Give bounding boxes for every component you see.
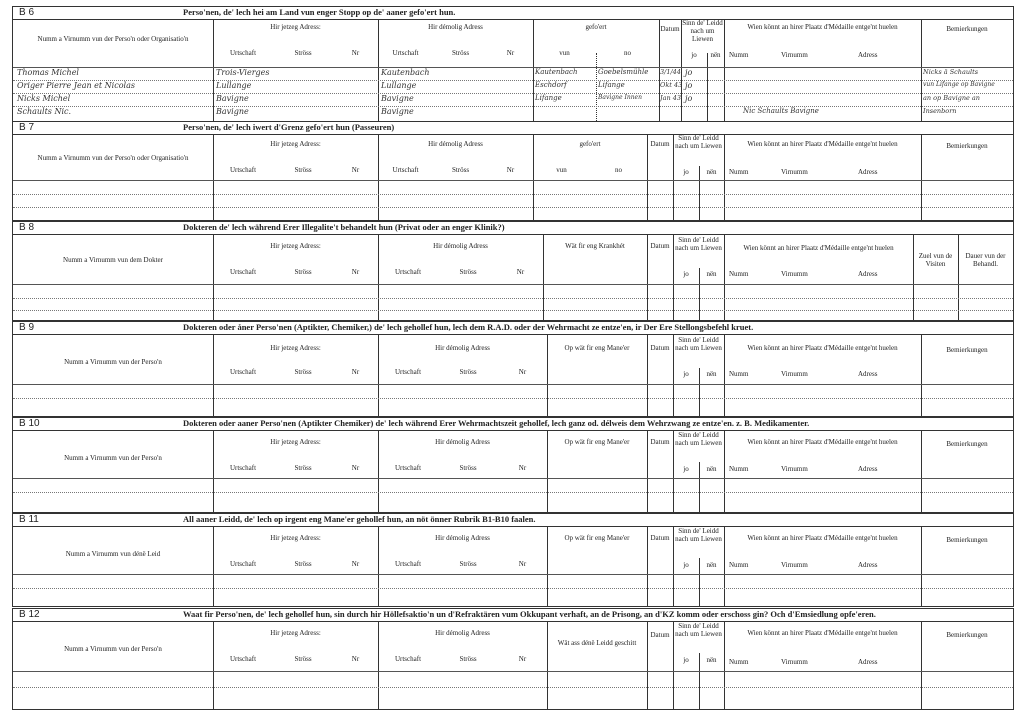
col-name: Numm a Virnumm vun der Perso'n oder Organisatio'n (37, 154, 189, 162)
col-yes: jo (683, 270, 689, 278)
col-nr: Nr (351, 655, 360, 663)
col-current-address: Hir jetzeg Adress: (270, 629, 321, 637)
section-b12 (12, 608, 1014, 710)
col-former-address: Hir démolig Adress (428, 140, 483, 148)
handwritten-from: Eschdorf (535, 81, 567, 89)
col-visits: Zuel vun de Visiten (918, 252, 953, 268)
section-title: Perso'nen, de' lech iwert d'Grenz gefo'ert hun (Passeuren) (183, 122, 395, 132)
section-title: All aaner Leidd, de' lech op irgent eng Mane'er gehollef hun, an nöt önner Rubrik B1-B10 faalen. (183, 514, 536, 524)
col-nr: Nr (351, 560, 360, 568)
col-yes: jo (683, 561, 689, 569)
col-medal: Wien könnt an hirer Plaatz d'Médaille entge'nt huelen (743, 244, 894, 252)
col-nr: Nr (351, 368, 360, 376)
section-b10 (12, 417, 1014, 513)
col-remarks: Bemierkungen (946, 631, 988, 639)
section-b11 (12, 513, 1014, 607)
row-divider (13, 310, 1013, 311)
handwritten-from: Lifange (535, 94, 562, 102)
col-street: Ströss (459, 464, 477, 472)
col-street: Ströss (294, 464, 312, 472)
col-what-happened: Wät ass dénë Leidd geschitt (557, 639, 637, 647)
col-no: nën (706, 168, 717, 176)
col-medal-address: Adress (858, 168, 878, 176)
col-date: Datum (650, 344, 670, 352)
col-town: Urtschaft (229, 464, 257, 472)
col-name: Numm a Virnumm vun dénë Leid (65, 550, 161, 558)
col-remarks: Bemierkungen (946, 536, 988, 544)
col-no: nën (710, 51, 721, 59)
col-medal-name: Numm (729, 658, 749, 666)
col-town: Urtschaft (392, 49, 419, 57)
col-town: Urtschaft (392, 166, 419, 174)
row-divider (13, 207, 1013, 208)
col-date: Datum (660, 25, 680, 33)
column-divider (913, 234, 914, 320)
col-to: no (624, 49, 631, 57)
row-divider (13, 194, 1013, 195)
col-town: Urtschaft (394, 368, 422, 376)
section-title: Dokteren de' lech während Erer Illegalite't behandelt hun (Privat oder an enger Klinik?) (183, 222, 505, 232)
col-medal-name: Numm (729, 168, 749, 176)
handwritten-town: Lullange (216, 81, 252, 90)
col-medal-name: Numm (729, 561, 749, 569)
col-town: Urtschaft (229, 268, 257, 276)
section-b7 (12, 121, 1014, 221)
col-former-address: Hir démolig Adress (428, 23, 483, 31)
col-current-address: Hir jetzeg Adress: (270, 534, 321, 542)
col-street: Ströss (294, 655, 312, 663)
col-medal-firstname: Virnumm (781, 561, 808, 569)
col-date: Datum (650, 242, 670, 250)
col-no: nën (706, 270, 717, 278)
col-current-address: Hir jetzeg Adress: (270, 23, 321, 31)
col-medal-address: Adress (858, 658, 878, 666)
col-medal: Wien könnt an hirer Plaatz d'Médaille entge'nt huelen (747, 534, 898, 542)
col-transported: gefo'ert (579, 140, 601, 148)
col-yes: jo (683, 465, 689, 473)
col-medal: Wien könnt an hirer Plaatz d'Médaille entge'nt huelen (747, 140, 898, 148)
handwritten-to: Goebelsmühle (598, 68, 649, 76)
handwritten-date: 3/1/44 (660, 68, 681, 76)
row-divider (13, 398, 1013, 399)
col-street: Ströss (459, 560, 477, 568)
section-header (13, 322, 1013, 335)
row-divider (13, 588, 1013, 589)
col-medal-firstname: Virnumm (781, 370, 808, 378)
col-street: Ströss (294, 268, 312, 276)
col-current-address: Hir jetzeg Adress: (270, 438, 321, 446)
col-name: Numm a Virnumm vun der Perso'n (64, 454, 162, 462)
handwritten-name: Thomas Michel (17, 68, 79, 77)
col-name: Numm a Virnumm vun der Perso'n (64, 358, 162, 366)
section-code: B 11 (19, 514, 39, 525)
col-to: no (615, 166, 622, 174)
col-date: Datum (650, 534, 670, 542)
handwritten-yes: jo (685, 68, 693, 77)
handwritten-date: Okt 43 (660, 81, 683, 89)
col-street: Ströss (294, 368, 312, 376)
handwritten-remark: an op Bavigne an (923, 94, 980, 102)
col-name: Numm a Virnumm vun dem Dokter (63, 256, 163, 264)
col-from: vun (559, 49, 570, 57)
col-date: Datum (650, 140, 670, 148)
col-nr: Nr (351, 268, 360, 276)
col-town: Urtschaft (394, 268, 422, 276)
col-yes: jo (683, 168, 689, 176)
col-alive: Sinn de' Leidd nach um Liewen (675, 622, 722, 638)
col-nr: Nr (518, 560, 527, 568)
col-nr: Nr (506, 49, 515, 57)
col-no: nën (706, 656, 717, 664)
col-nr: Nr (518, 464, 527, 472)
col-alive: Sinn de' Leidd nach um Liewen (675, 527, 722, 543)
handwritten-name: Nicks Michel (17, 94, 71, 103)
col-medal-firstname: Virnumm (781, 270, 808, 278)
col-former-address: Hir démolig Adress (433, 242, 488, 250)
handwritten-town: Trois-Vierges (216, 68, 270, 77)
col-remarks: Bemierkungen (946, 440, 988, 448)
row-divider (13, 478, 1013, 479)
handwritten-date: Jan 43 (660, 94, 682, 102)
handwritten-remark: Nicks ä Schaults (923, 68, 979, 76)
col-transported: gefo'ert (585, 23, 607, 31)
section-title: Perso'nen, de' lech hei am Land vun enger Stopp op de' aaner gefo'ert hun. (183, 7, 456, 17)
row-divider (13, 384, 1013, 385)
col-current-address: Hir jetzeg Adress: (270, 140, 321, 148)
col-medal: Wien könnt an hirer Plaatz d'Médaille entge'nt huelen (747, 344, 898, 352)
col-town: Urtschaft (394, 560, 422, 568)
col-medal-firstname: Virnumm (781, 168, 808, 176)
col-medal-firstname: Virnumm (781, 51, 808, 59)
section-header (13, 222, 1013, 235)
handwritten-former-town: Bavigne (381, 94, 414, 103)
col-town: Urtschaft (229, 368, 257, 376)
handwritten-to: Bavigne Innen (598, 94, 642, 101)
col-manner: Op wät fir eng Mane'er (564, 438, 630, 446)
col-medal-address: Adress (858, 465, 878, 473)
col-medal-address: Adress (858, 561, 878, 569)
section-code: B 6 (19, 7, 35, 18)
col-medal-firstname: Virnumm (781, 465, 808, 473)
handwritten-town: Bavigne (216, 107, 249, 116)
col-alive: Sinn de' Leidd nach um Liewen (682, 19, 723, 43)
col-medal-name: Numm (729, 465, 749, 473)
handwritten-from: Kautenbach (535, 68, 578, 76)
col-town: Urtschaft (229, 560, 257, 568)
col-nr: Nr (518, 368, 527, 376)
col-town: Urtschaft (229, 49, 257, 57)
col-nr: Nr (506, 166, 515, 174)
col-alive: Sinn de' Leidd nach um Liewen (675, 431, 722, 447)
col-current-address: Hir jetzeg Adress: (270, 242, 321, 250)
section-header (13, 514, 1013, 527)
col-street: Ströss (294, 560, 312, 568)
handwritten-yes: jo (685, 81, 693, 90)
col-medal-address: Adress (858, 270, 878, 278)
handwritten-name: Schaults Nic. (17, 107, 72, 116)
col-yes: jo (683, 370, 689, 378)
handwritten-former-town: Lullange (381, 81, 417, 90)
col-town: Urtschaft (394, 655, 422, 663)
col-medal: Wien könnt an hirer Plaatz d'Médaille entge'nt huelen (747, 629, 898, 637)
col-street: Ströss (451, 166, 470, 174)
row-divider (13, 67, 1013, 68)
row-divider (13, 671, 1013, 672)
section-header (13, 418, 1013, 431)
col-medal-name: Numm (729, 370, 749, 378)
handwritten-medal: Nic Schaults Bavigne (743, 107, 819, 115)
col-street: Ströss (294, 166, 312, 174)
col-medal: Wien könnt an hirer Plaatz d'Médaille entge'nt huelen (747, 438, 898, 446)
col-alive: Sinn de' Leidd nach um Liewen (675, 134, 722, 150)
col-remarks: Bemierkungen (946, 346, 988, 354)
handwritten-former-town: Bavigne (381, 107, 414, 116)
col-date: Datum (650, 438, 670, 446)
col-town: Urtschaft (394, 464, 422, 472)
handwritten-to: Lifange (598, 81, 625, 89)
col-medal-name: Numm (729, 51, 749, 59)
row-divider (13, 80, 1013, 81)
col-alive: Sinn de' Leidd nach um Liewen (675, 236, 722, 252)
col-duration: Dauer vun der Behandl. (965, 252, 1006, 268)
col-medal: Wien könnt an hirer Plaatz d'Médaille entge'nt huelen (747, 23, 898, 31)
section-b8 (12, 221, 1014, 321)
col-remarks: Bemierkungen (946, 142, 988, 150)
section-header (13, 7, 1013, 20)
col-name: Numm a Virnumm vun der Perso'n (64, 645, 162, 653)
column-divider (596, 53, 597, 121)
row-divider (13, 492, 1013, 493)
handwritten-remark: vun Lifange op Bavigne (923, 81, 995, 88)
column-divider (958, 234, 959, 320)
col-manner: Op wät fir eng Mane'er (564, 344, 630, 352)
row-divider (13, 284, 1013, 285)
section-code: B 12 (19, 609, 40, 620)
col-street: Ströss (459, 368, 477, 376)
col-alive: Sinn de' Leidd nach um Liewen (675, 336, 722, 352)
col-no: nën (706, 561, 717, 569)
section-title: Dokteren oder åner Perso'nen (Aptikter, Chemiker,) de' lech gehollef hun, lech dem R.A.D. oder der Wehrmacht ze entze'en, ir Der Ere Stellongsbefehl kruet. (183, 322, 754, 332)
col-street: Ströss (294, 49, 312, 57)
section-title: Dokteren oder aaner Perso'nen (Aptikter Chemiker) de' lech während Erer Wehrmachtszeit gehollef, lech ganz od. délweis dem Wehrzwang ze entze'en. z. B. Medikamenter. (183, 418, 810, 428)
section-code: B 7 (19, 122, 35, 133)
col-illness: Wät fir eng Krankhét (565, 242, 625, 250)
col-current-address: Hir jetzeg Adress: (270, 344, 321, 352)
section-code: B 9 (19, 322, 35, 333)
column-divider (707, 53, 708, 121)
handwritten-name: Origer Pierre Jean et Nicolas (17, 81, 135, 90)
row-divider (13, 574, 1013, 575)
col-no: nën (706, 370, 717, 378)
column-divider (547, 621, 548, 709)
section-header (13, 609, 1013, 622)
row-divider (13, 687, 1013, 688)
col-former-address: Hir démolig Adress (435, 534, 490, 542)
col-no: nën (706, 465, 717, 473)
section-code: B 10 (19, 418, 40, 429)
col-nr: Nr (351, 166, 360, 174)
col-nr: Nr (516, 268, 525, 276)
row-divider (13, 180, 1013, 181)
section-title: Waat fir Perso'nen, de' lech gehollef hun, sin durch hir Höllefsaktio'n un d'Refraktären vum Okkupant verhaft, an de Prisong, an d'KZ komm oder erschoss gin? Och d'Emsiedlung opfe'eren. (183, 609, 876, 619)
col-nr: Nr (351, 464, 360, 472)
col-name: Numm a Virnumm vun der Perso'n oder Organisatio'n (37, 35, 189, 43)
col-medal-address: Adress (858, 51, 878, 59)
section-code: B 8 (19, 222, 35, 233)
col-former-address: Hir démolig Adress (435, 629, 490, 637)
handwritten-former-town: Kautenbach (381, 68, 430, 77)
col-street: Ströss (451, 49, 470, 57)
col-date: Datum (650, 631, 670, 639)
col-street: Ströss (459, 268, 477, 276)
handwritten-yes: jo (685, 94, 693, 103)
col-town: Urtschaft (229, 166, 257, 174)
row-divider (13, 298, 1013, 299)
row-divider (13, 106, 1013, 107)
col-yes: jo (691, 51, 697, 59)
handwritten-remark: Insenborn (923, 107, 957, 115)
section-b9 (12, 321, 1014, 417)
col-medal-firstname: Virnumm (781, 658, 808, 666)
handwritten-town: Bavigne (216, 94, 249, 103)
col-street: Ströss (459, 655, 477, 663)
section-b6 (12, 6, 1014, 122)
col-nr: Nr (518, 655, 527, 663)
col-nr: Nr (351, 49, 360, 57)
col-manner: Op wät fir eng Mane'er (564, 534, 630, 542)
row-divider (13, 93, 1013, 94)
col-medal-address: Adress (858, 370, 878, 378)
col-former-address: Hir démolig Adress (435, 344, 490, 352)
col-from: vun (556, 166, 567, 174)
col-town: Urtschaft (229, 655, 257, 663)
col-yes: jo (683, 656, 689, 664)
col-remarks: Bemierkungen (946, 25, 988, 33)
col-former-address: Hir démolig Adress (435, 438, 490, 446)
col-medal-name: Numm (729, 270, 749, 278)
section-header (13, 122, 1013, 135)
